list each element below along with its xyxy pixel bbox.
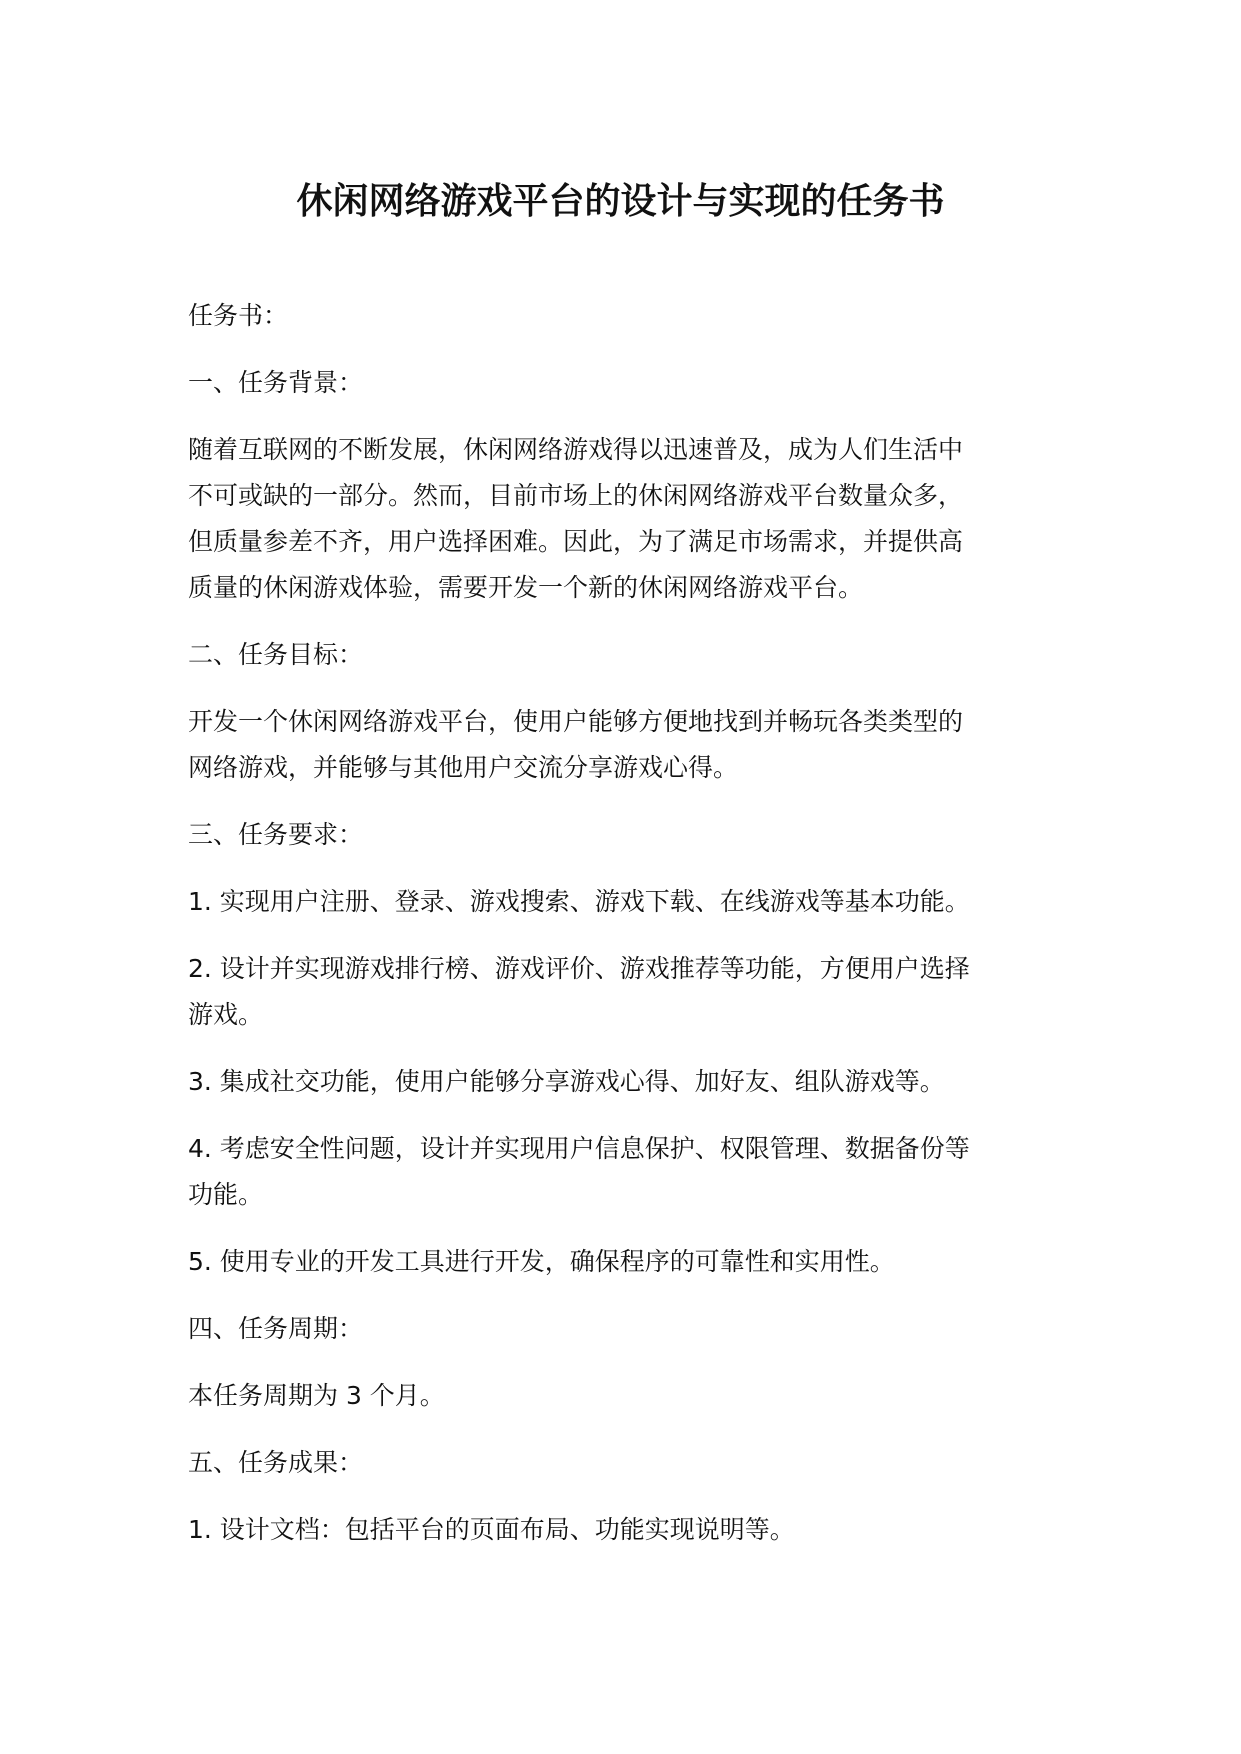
text-line: 质量的休闲游戏体验，需要开发一个新的休闲网络游戏平台。 bbox=[188, 573, 864, 602]
text-line: 四、任务周期： bbox=[188, 1314, 364, 1343]
text-line: 1. 实现用户注册、登录、游戏搜索、游戏下载、在线游戏等基本功能。 bbox=[188, 887, 970, 916]
text-line: 三、任务要求： bbox=[188, 820, 364, 849]
text-line: 五、任务成果： bbox=[188, 1448, 364, 1477]
text-line: 本任务周期为 3 个月。 bbox=[188, 1381, 445, 1410]
list-item bbox=[188, 946, 1048, 1038]
text-line: 随着互联网的不断发展，休闲网络游戏得以迅速普及，成为人们生活中 bbox=[188, 435, 964, 464]
list-item bbox=[188, 1507, 1048, 1553]
paragraph bbox=[188, 1373, 1048, 1419]
text-line: 任务书： bbox=[188, 301, 289, 330]
text-line: 但质量参差不齐，用户选择困难。因此，为了满足市场需求，并提供高 bbox=[188, 527, 964, 556]
list-item bbox=[188, 1126, 1048, 1218]
paragraph bbox=[188, 293, 1048, 339]
list-item bbox=[188, 879, 1048, 925]
document-title: 休闲网络游戏平台的设计与实现的任务书 bbox=[296, 181, 945, 222]
text-line: 功能。 bbox=[188, 1180, 264, 1209]
text-line: 3. 集成社交功能，使用户能够分享游戏心得、加好友、组队游戏等。 bbox=[188, 1067, 945, 1096]
text-line: 4. 考虑安全性问题，设计并实现用户信息保护、权限管理、数据备份等 bbox=[188, 1134, 970, 1163]
section-heading bbox=[188, 1306, 1048, 1352]
text-line: 1. 设计文档：包括平台的页面布局、功能实现说明等。 bbox=[188, 1515, 795, 1544]
section-heading bbox=[188, 812, 1048, 858]
text-line: 游戏。 bbox=[188, 1000, 264, 1029]
text-line: 网络游戏，并能够与其他用户交流分享游戏心得。 bbox=[188, 753, 739, 782]
text-line: 二、任务目标： bbox=[188, 640, 364, 669]
list-item bbox=[188, 1059, 1048, 1105]
text-line: 5. 使用专业的开发工具进行开发，确保程序的可靠性和实用性。 bbox=[188, 1247, 895, 1276]
paragraph bbox=[188, 699, 1048, 791]
section-heading bbox=[188, 1440, 1048, 1486]
text-line: 开发一个休闲网络游戏平台，使用户能够方便地找到并畅玩各类类型的 bbox=[188, 707, 964, 736]
text-line: 一、任务背景： bbox=[188, 368, 364, 397]
document-body bbox=[188, 293, 1048, 1574]
section-heading bbox=[188, 632, 1048, 678]
section-heading bbox=[188, 360, 1048, 406]
paragraph bbox=[188, 427, 1048, 611]
list-item bbox=[188, 1239, 1048, 1285]
text-line: 2. 设计并实现游戏排行榜、游戏评价、游戏推荐等功能，方便用户选择 bbox=[188, 954, 970, 983]
text-line: 不可或缺的一部分。然而，目前市场上的休闲网络游戏平台数量众多， bbox=[188, 481, 964, 510]
